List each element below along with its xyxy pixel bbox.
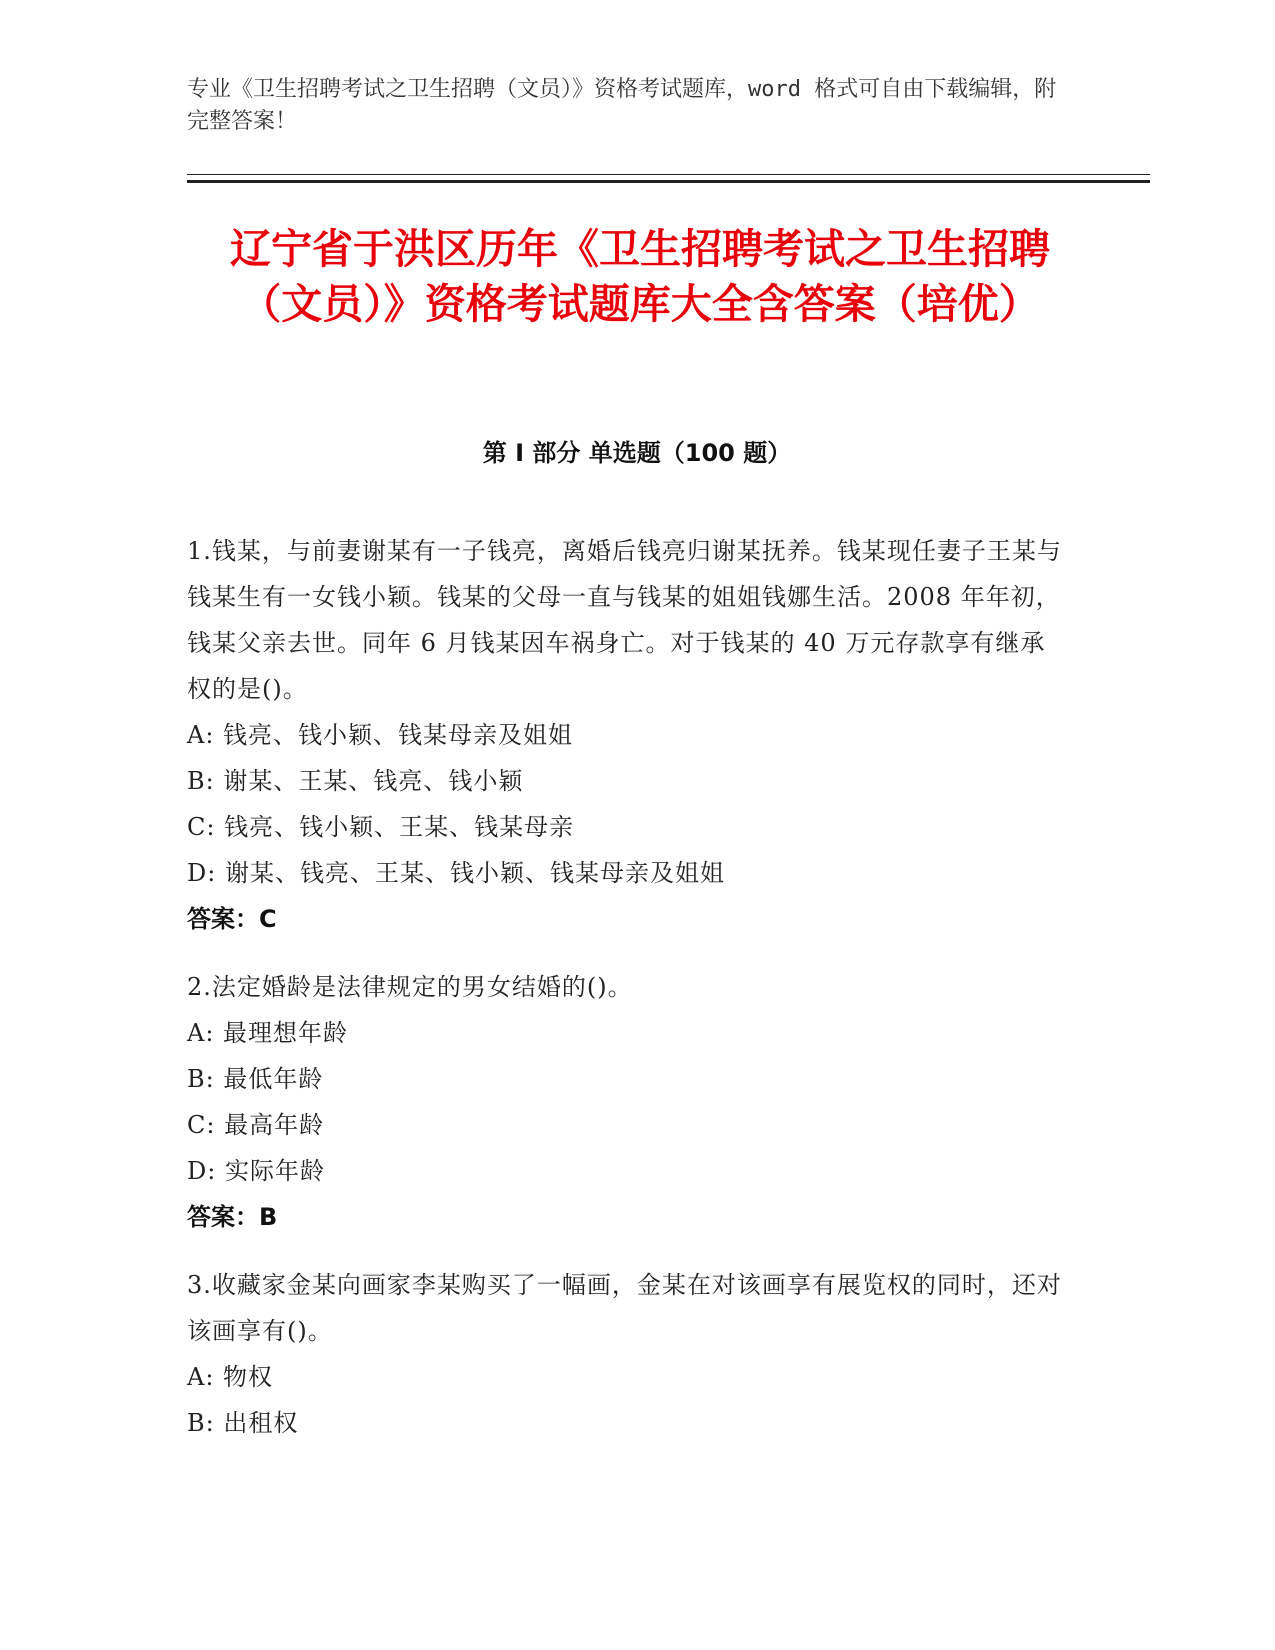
section-title: 第 I 部分 单选题（100 题）: [482, 439, 792, 467]
header-divider-thick: [187, 180, 1150, 183]
option-b: B: 谢某、王某、钱亮、钱小颖: [187, 767, 524, 795]
answer-label: 答案：B: [187, 1203, 278, 1231]
answer-label: 答案：C: [187, 905, 277, 933]
option-c: C: 最高年龄: [187, 1111, 325, 1139]
document-title: 辽宁省于洪区历年《卫生招聘考试之卫生招聘（文员）》资格考试题库大全含答案（培优）: [230, 225, 1050, 328]
option-b: B: 出租权: [187, 1409, 299, 1437]
option-a: A: 最理想年龄: [187, 1019, 349, 1047]
option-c: C: 钱亮、钱小颖、王某、钱某母亲: [187, 813, 575, 841]
option-a: A: 钱亮、钱小颖、钱某母亲及姐姐: [187, 721, 574, 749]
option-a: A: 物权: [187, 1363, 274, 1391]
question-stem: 1.钱某，与前妻谢某有一子钱亮，离婚后钱亮归谢某抚养。钱某现任妻子王某与钱某生有一女钱小颖。钱某的父母一直与钱某的姐姐钱娜生活。2008 年年初，钱某父亲去世。同年 6 月钱某因车祸身亡。对于钱某的 40 万元存款享有继承权的是()。: [187, 537, 1062, 703]
question-stem: 2.法定婚龄是法律规定的男女结婚的()。: [187, 973, 633, 1001]
header-note: 专业《卫生招聘考试之卫生招聘（文员）》资格考试题库，word 格式可自由下载编辑，附完整答案！: [187, 77, 1057, 134]
question-stem: 3.收藏家金某向画家李某购买了一幅画，金某在对该画享有展览权的同时，还对该画享有()。: [187, 1271, 1062, 1345]
header-divider-thin: [187, 174, 1150, 175]
question-1: [187, 528, 1067, 942]
question-3: [187, 1262, 1067, 1446]
option-b: B: 最低年龄: [187, 1065, 324, 1093]
option-d: D: 实际年龄: [187, 1157, 325, 1185]
question-2: [187, 964, 1067, 1240]
option-d: D: 谢某、钱亮、王某、钱小颖、钱某母亲及姐姐: [187, 859, 725, 887]
question-list: [187, 528, 1067, 1468]
